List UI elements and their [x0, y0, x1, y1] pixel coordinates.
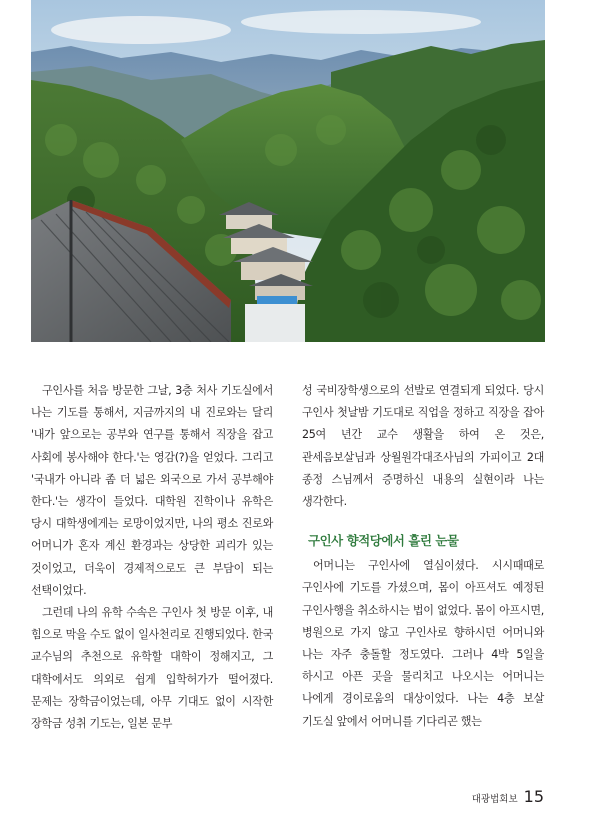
body-paragraph-continuation: 성 국비장학생으로의 선발로 연결되게 되었다. 당시 구인사 첫날밤 기도대로 직업을 정하고 직장을 잡아 25여 년간 교수 생활을 하여 온 것은, 관세음보살님과 상월원각대조사님의 가피이고 2대 종정 스님께서 증명하신 내용의 실현이라 나는 생각한다.: [302, 384, 544, 509]
publication-name: 대광법회보: [471, 794, 518, 805]
temple-landscape-illustration: [31, 0, 545, 342]
body-paragraph: 어머니는 구인사에 열심이셨다. 시시때때로 구인사에 기도를 가셨으며, 몸이 아프셔도 예정된 구인사행을 취소하시는 법이 없었다. 몸이 아프시면, 병원으로 가지 않고 구인사로 향하시던 어머니와 나는 자주 충돌할 정도였다. 그러나 4박 5일을 하시고 아픈 곳을 물리치고 나오시는 어머니는 나에게 경이로움의 대상이었다. 나는 4층 보살 기도실 앞에서 어머니를 기다리곤 했는: [302, 559, 544, 728]
right-text-column: [302, 380, 544, 733]
temple-photo: [31, 0, 545, 342]
left-text-column: [31, 380, 273, 735]
body-paragraph: 그런데 나의 유학 수속은 구인사 첫 방문 이후, 내 힘으로 막을 수도 없이 일사천리로 진행되었다. 한국 교수님의 추천으로 유학할 대학이 정해지고, 그 대학에서도 의외로 쉽게 입학허가가 떨어졌다. 문제는 장학금이었는데, 아무 기대도 없이 시작한 장학금 성취 기도는, 일본 문부: [31, 606, 273, 731]
page-number: 15: [523, 787, 544, 806]
body-paragraph: 구인사를 처음 방문한 그날, 3층 처사 기도실에서 나는 기도를 통해서, 지금까지의 내 진로와는 달리 '내가 앞으로는 공부와 연구를 통해서 직장을 잡고 사회에 봉사해야 한다.'는 영감(?)을 얻었다. 그리고 '국내가 아니라 좀 더 넓은 외국으로 가서 공부해야 한다.'는 생각이 들었다. 대학원 진학이나 유학은 당시 대학생에게는 로망이었지만, 나의 평소 진로와 어머니가 혼자 계신 환경과는 상당한 괴리가 있는 것이었고, 더욱이 경제적으로도 큰 부담이 되는 선택이었다.: [31, 384, 273, 597]
page-footer: [472, 787, 544, 806]
section-subheading: 구인사 향적당에서 흘린 눈물: [308, 533, 459, 549]
